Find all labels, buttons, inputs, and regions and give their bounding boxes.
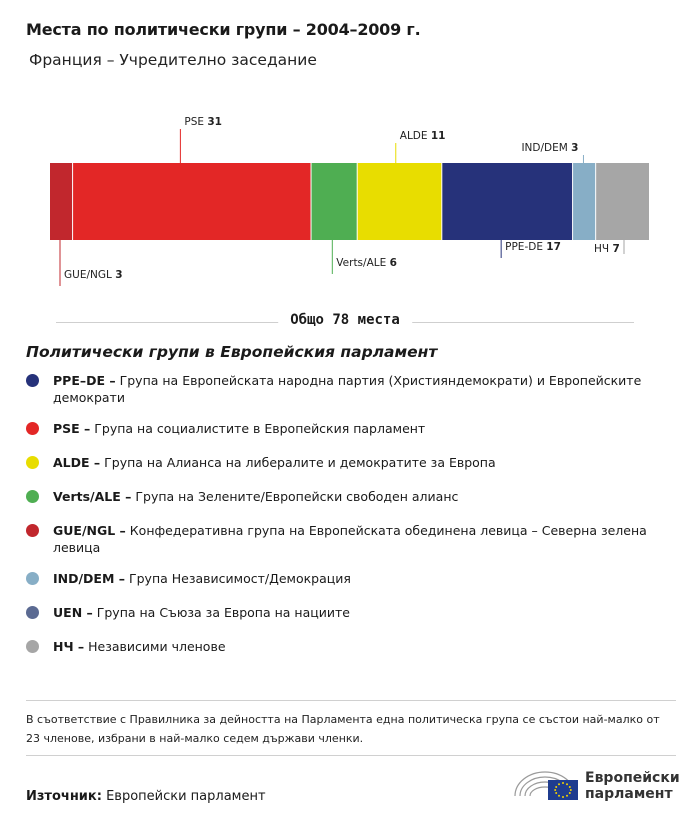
- data-label-alde: ALDE 11: [399, 130, 446, 142]
- verts-ale-color-dot: [26, 490, 39, 503]
- footnote: В съответствие с Правилника за дейността на Парламента една политическа група се състои най-малко от 23 членове, избрани в най-малко седем държави членки.: [26, 713, 660, 745]
- nch-color-dot: [26, 640, 39, 653]
- legend-item-nch: [26, 638, 676, 655]
- gue-ngl-color-dot: [26, 524, 39, 537]
- chart-title: Места по политически групи – 2004–2009 г.: [26, 20, 421, 39]
- alde-color-dot: [26, 456, 39, 469]
- bar-segment-verts-ale: [312, 163, 357, 240]
- data-label-ind-dem: IND/DEM 3: [521, 142, 579, 154]
- source-value: Европейски парламент: [106, 789, 266, 804]
- footer-divider-bottom: [26, 755, 676, 756]
- legend-item-gue-ngl: [26, 522, 676, 556]
- legend-item-pse: [26, 420, 676, 437]
- bar-segment-pse: [73, 163, 310, 240]
- uen-color-dot: [26, 606, 39, 619]
- total-seats-label: Общо 78 места: [278, 312, 412, 328]
- legend-item-ind-dem: [26, 570, 676, 587]
- chart-subtitle: Франция – Учредително заседание: [29, 51, 317, 69]
- legend-abbr: PSE –: [53, 421, 91, 436]
- bar-segment-ppe-de: [442, 163, 572, 240]
- legend-item-alde: [26, 454, 676, 471]
- legend-desc: Група Независимост/Демокрация: [129, 571, 351, 586]
- legend-desc: Конфедеративна група на Европейската обединена левица – Северна зелена левица: [53, 523, 647, 555]
- legend-desc: Група на Алианса на либералите и демократите за Европа: [104, 455, 496, 470]
- source-line: [26, 789, 266, 804]
- legend-desc: Независими членове: [88, 639, 226, 654]
- data-label-pse: PSE 31: [184, 116, 222, 128]
- legend-abbr: Verts/ALE –: [53, 489, 132, 504]
- data-label-ppe-de: PPE-DE 17: [505, 241, 561, 253]
- legend-item-ppe-de: [26, 372, 676, 406]
- total-seats: [56, 312, 634, 334]
- legend-abbr: ALDE –: [53, 455, 101, 470]
- legend-abbr: UEN –: [53, 605, 93, 620]
- data-label-gue-ngl: GUE/NGL 3: [64, 269, 123, 281]
- legend-desc: Група на Зелените/Европейски свободен алианс: [135, 489, 459, 504]
- ep-logo-line1: Европейски: [585, 770, 680, 786]
- ind-dem-color-dot: [26, 572, 39, 585]
- bar-segment-нч: [596, 163, 649, 240]
- legend-desc: Група на Европейската народна партия (Християндемократи) и Европейските демократи: [53, 373, 642, 405]
- data-label-verts-ale: Verts/ALE 6: [336, 257, 397, 269]
- data-label-нч: НЧ 7: [594, 243, 620, 255]
- bar-segment-gue-ngl: [50, 163, 72, 240]
- footer-divider-top: [26, 700, 676, 701]
- pse-color-dot: [26, 422, 39, 435]
- legend-item-verts-ale: [26, 488, 676, 505]
- legend-abbr: PPE–DE –: [53, 373, 116, 388]
- source-label: Източник:: [26, 789, 102, 804]
- legend-abbr: НЧ –: [53, 639, 85, 654]
- legend-desc: Група на социалистите в Европейския парламент: [94, 421, 426, 436]
- bar-segment-alde: [358, 163, 442, 240]
- ep-logo-text: [585, 770, 680, 802]
- legend-list: [26, 372, 676, 672]
- ppe-de-color-dot: [26, 374, 39, 387]
- legend-abbr: GUE/NGL –: [53, 523, 126, 538]
- bar-segment-ind-dem: [573, 163, 595, 240]
- stacked-bar-chart: [0, 0, 700, 300]
- legend-title: Политически групи в Европейския парламент: [26, 343, 438, 361]
- legend-desc: Група на Съюза за Европа на нациите: [96, 605, 350, 620]
- legend-item-uen: [26, 604, 676, 621]
- legend-abbr: IND/DEM –: [53, 571, 126, 586]
- ep-logo-line2: парламент: [585, 786, 673, 802]
